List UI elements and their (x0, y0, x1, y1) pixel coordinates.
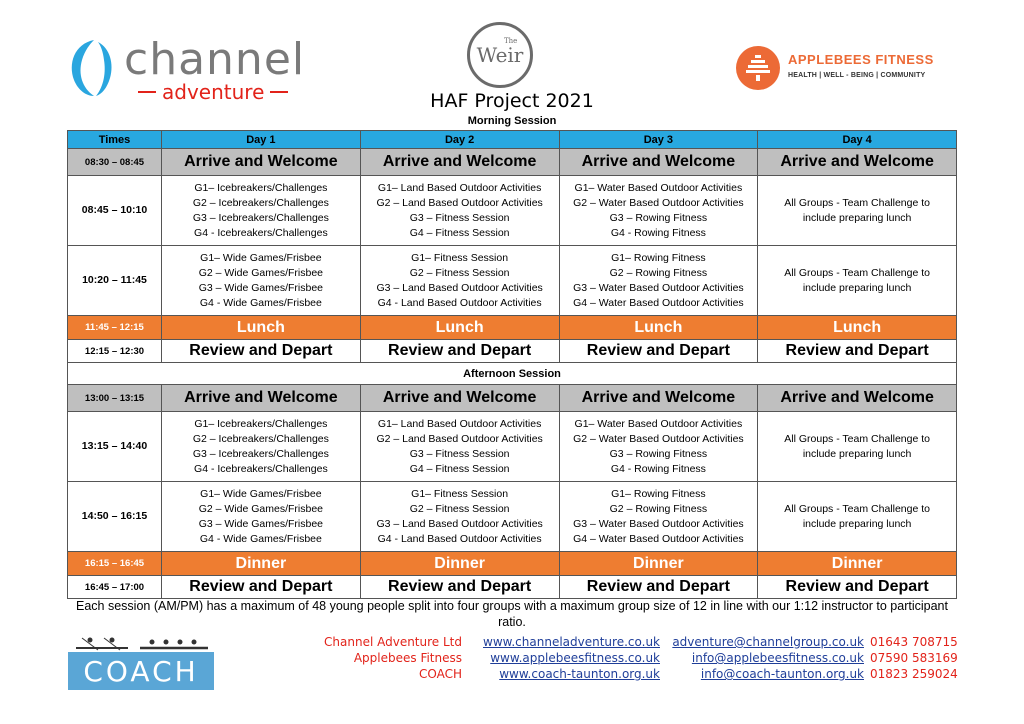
phone-number: 01823 259024 (870, 667, 958, 681)
table-row (68, 176, 957, 246)
weir-logo-the: The (504, 37, 518, 45)
activity-line: G2 – Icebreakers/Challenges (192, 432, 329, 445)
arrive-cell: Arrive and Welcome (360, 385, 559, 412)
table-row (68, 412, 957, 482)
activity-line: G3 – Water Based Outdoor Activities (573, 281, 744, 294)
table-row (68, 552, 957, 576)
dinner-cell: Dinner (162, 552, 361, 576)
time-cell: 12:15 – 12:30 (68, 340, 162, 363)
contact-name: Channel Adventure Ltd (324, 635, 462, 649)
morning-session-label: Morning Session (467, 115, 557, 127)
column-header-times: Times (68, 131, 162, 149)
page-title: HAF Project 2021 (430, 90, 594, 112)
activity-line: G3 – Fitness Session (409, 447, 510, 460)
activity-line: G2 – Fitness Session (409, 502, 510, 515)
coach-logo-text: COACH (83, 654, 199, 688)
schedule-table (67, 130, 957, 599)
arrive-cell: Arrive and Welcome (559, 149, 758, 176)
activity-line: G2 – Rowing Fitness (609, 502, 708, 515)
channel-logo-sub-text: adventure (162, 80, 265, 104)
team-challenge-text: All Groups - Team Challenge to include preparing lunch (784, 432, 930, 460)
activity-cell (559, 246, 758, 316)
activity-line: G4 - Land Based Outdoor Activities (377, 296, 542, 309)
activity-cell (559, 412, 758, 482)
activity-line: G4 - Rowing Fitness (610, 226, 706, 239)
dinner-cell: Dinner (559, 552, 758, 576)
activity-line: G3 – Wide Games/Frisbee (198, 281, 324, 294)
email-link[interactable]: adventure@channelgroup.co.uk (672, 635, 864, 649)
activity-line: G2 – Fitness Session (409, 266, 510, 279)
contact-emails (664, 634, 864, 682)
activity-line: G2 – Wide Games/Frisbee (198, 502, 324, 515)
activity-line: G2 – Wide Games/Frisbee (198, 266, 324, 279)
activity-line: G4 - Wide Games/Frisbee (199, 296, 322, 309)
contact-names (300, 634, 462, 682)
activity-line: G2 – Rowing Fitness (609, 266, 708, 279)
the-weir-logo (467, 22, 533, 88)
time-cell: 14:50 – 16:15 (68, 482, 162, 552)
review-cell: Review and Depart (559, 576, 758, 599)
activity-line: G4 - Land Based Outdoor Activities (377, 532, 542, 545)
activity-line: G4 – Water Based Outdoor Activities (573, 296, 744, 309)
lunch-cell: Lunch (360, 316, 559, 340)
contact-websites (474, 634, 660, 682)
activity-line: G3 – Icebreakers/Challenges (192, 211, 329, 224)
team-challenge-text: All Groups - Team Challenge to include preparing lunch (784, 266, 930, 294)
lunch-cell: Lunch (162, 316, 361, 340)
arrive-cell: Arrive and Welcome (758, 149, 957, 176)
activity-line: G4 – Water Based Outdoor Activities (573, 532, 744, 545)
activity-line: G2 – Land Based Outdoor Activities (376, 196, 543, 209)
time-cell: 16:15 – 16:45 (68, 552, 162, 576)
activity-line: G4 - Wide Games/Frisbee (199, 532, 322, 545)
review-cell: Review and Depart (360, 576, 559, 599)
time-cell: 10:20 – 11:45 (68, 246, 162, 316)
channel-swoosh-icon (66, 38, 118, 98)
activity-cell (360, 482, 559, 552)
column-header-day-2: Day 2 (360, 131, 559, 149)
table-row (68, 363, 957, 385)
table-row (68, 246, 957, 316)
rowers-icon (68, 634, 214, 652)
activity-line: G3 – Land Based Outdoor Activities (376, 281, 543, 294)
activity-line: G4 - Icebreakers/Challenges (194, 462, 328, 475)
activity-cell (559, 482, 758, 552)
arrive-cell: Arrive and Welcome (559, 385, 758, 412)
activity-line: G4 - Rowing Fitness (610, 462, 706, 475)
activity-line: G1– Wide Games/Frisbee (200, 487, 322, 500)
table-row (68, 340, 957, 363)
activity-cell (559, 176, 758, 246)
lunch-cell: Lunch (559, 316, 758, 340)
review-cell: Review and Depart (162, 340, 361, 363)
review-cell: Review and Depart (758, 340, 957, 363)
column-header-day-3: Day 3 (559, 131, 758, 149)
time-cell: 11:45 – 12:15 (68, 316, 162, 340)
dinner-cell: Dinner (360, 552, 559, 576)
activity-cell (162, 246, 361, 316)
activity-line: G1– Rowing Fitness (611, 251, 706, 264)
arrive-cell: Arrive and Welcome (162, 149, 361, 176)
table-row (68, 482, 957, 552)
coach-logo-box (68, 652, 214, 690)
time-cell: 13:00 – 13:15 (68, 385, 162, 412)
activity-line: G1– Fitness Session (411, 251, 509, 264)
review-cell: Review and Depart (559, 340, 758, 363)
activity-line: G2 – Icebreakers/Challenges (192, 196, 329, 209)
review-cell: Review and Depart (162, 576, 361, 599)
activity-line: G1– Water Based Outdoor Activities (574, 417, 743, 430)
activity-line: G4 - Icebreakers/Challenges (194, 226, 328, 239)
afternoon-session-label: Afternoon Session (68, 363, 957, 385)
activity-line: G2 – Land Based Outdoor Activities (376, 432, 543, 445)
applebees-tagline: HEALTH | WELL - BEING | COMMUNITY (788, 72, 926, 79)
activity-line: G3 – Rowing Fitness (609, 447, 708, 460)
capacity-note: Each session (AM/PM) has a maximum of 48 young people split into four groups with a maximum group size of 12 in line with our 1:12 instructor to participant ratio. (76, 599, 948, 629)
activity-line: G3 – Wide Games/Frisbee (198, 517, 324, 530)
table-row (68, 385, 957, 412)
activity-line: G3 – Land Based Outdoor Activities (376, 517, 543, 530)
activity-cell (360, 246, 559, 316)
email-link[interactable]: info@applebeesfitness.co.uk (691, 651, 864, 665)
activity-line: G1– Fitness Session (411, 487, 509, 500)
time-cell: 16:45 – 17:00 (68, 576, 162, 599)
lunch-cell: Lunch (758, 316, 957, 340)
activity-cell (162, 176, 361, 246)
activity-line: G1– Land Based Outdoor Activities (377, 417, 542, 430)
dinner-cell: Dinner (758, 552, 957, 576)
activity-line: G1– Icebreakers/Challenges (194, 181, 328, 194)
team-challenge-cell (758, 176, 957, 246)
website-link[interactable]: www.applebeesfitness.co.uk (490, 651, 660, 665)
activity-line: G1– Water Based Outdoor Activities (574, 181, 743, 194)
website-link[interactable]: www.coach-taunton.org.uk (499, 667, 660, 681)
activity-line: G3 – Fitness Session (409, 211, 510, 224)
activity-cell (360, 176, 559, 246)
activity-line: G2 – Water Based Outdoor Activities (573, 432, 744, 445)
table-row (68, 576, 957, 599)
activity-cell (162, 482, 361, 552)
time-cell: 13:15 – 14:40 (68, 412, 162, 482)
contact-name: COACH (418, 667, 462, 681)
activity-line: G1– Icebreakers/Challenges (194, 417, 328, 430)
coach-logo (68, 634, 214, 690)
team-challenge-cell (758, 482, 957, 552)
contact-name: Applebees Fitness (353, 651, 462, 665)
review-cell: Review and Depart (758, 576, 957, 599)
phone-number: 01643 708715 (870, 635, 958, 649)
column-header-day-1: Day 1 (162, 131, 361, 149)
activity-cell (360, 412, 559, 482)
phone-number: 07590 583169 (870, 651, 958, 665)
activity-line: G3 – Rowing Fitness (609, 211, 708, 224)
channel-logo-main: channel (124, 34, 306, 85)
activity-line: G1– Wide Games/Frisbee (200, 251, 322, 264)
activity-line: G4 – Fitness Session (409, 226, 510, 239)
activity-line: G3 – Icebreakers/Challenges (192, 447, 329, 460)
activity-line: G1– Rowing Fitness (611, 487, 706, 500)
arrive-cell: Arrive and Welcome (758, 385, 957, 412)
arrive-cell: Arrive and Welcome (360, 149, 559, 176)
activity-line: G4 – Fitness Session (409, 462, 510, 475)
activity-cell (162, 412, 361, 482)
applebees-emblem-icon (736, 46, 780, 90)
time-cell: 08:30 – 08:45 (68, 149, 162, 176)
team-challenge-text: All Groups - Team Challenge to include preparing lunch (784, 502, 930, 530)
table-header-row (68, 131, 957, 149)
email-link[interactable]: info@coach-taunton.org.uk (700, 667, 864, 681)
review-cell: Review and Depart (360, 340, 559, 363)
column-header-day-4: Day 4 (758, 131, 957, 149)
applebees-title: APPLEBEES FITNESS (788, 52, 934, 67)
activity-line: G2 – Water Based Outdoor Activities (573, 196, 744, 209)
applebees-fitness-logo (736, 46, 966, 90)
team-challenge-cell (758, 412, 957, 482)
table-row (68, 316, 957, 340)
team-challenge-cell (758, 246, 957, 316)
arrive-cell: Arrive and Welcome (162, 385, 361, 412)
contact-phones (870, 634, 956, 682)
activity-line: G3 – Water Based Outdoor Activities (573, 517, 744, 530)
website-link[interactable]: www.channeladventure.co.uk (483, 635, 660, 649)
table-row (68, 149, 957, 176)
activity-line: G1– Land Based Outdoor Activities (377, 181, 542, 194)
team-challenge-text: All Groups - Team Challenge to include preparing lunch (784, 196, 930, 224)
time-cell: 08:45 – 10:10 (68, 176, 162, 246)
weir-logo-name: Weir (476, 43, 524, 67)
